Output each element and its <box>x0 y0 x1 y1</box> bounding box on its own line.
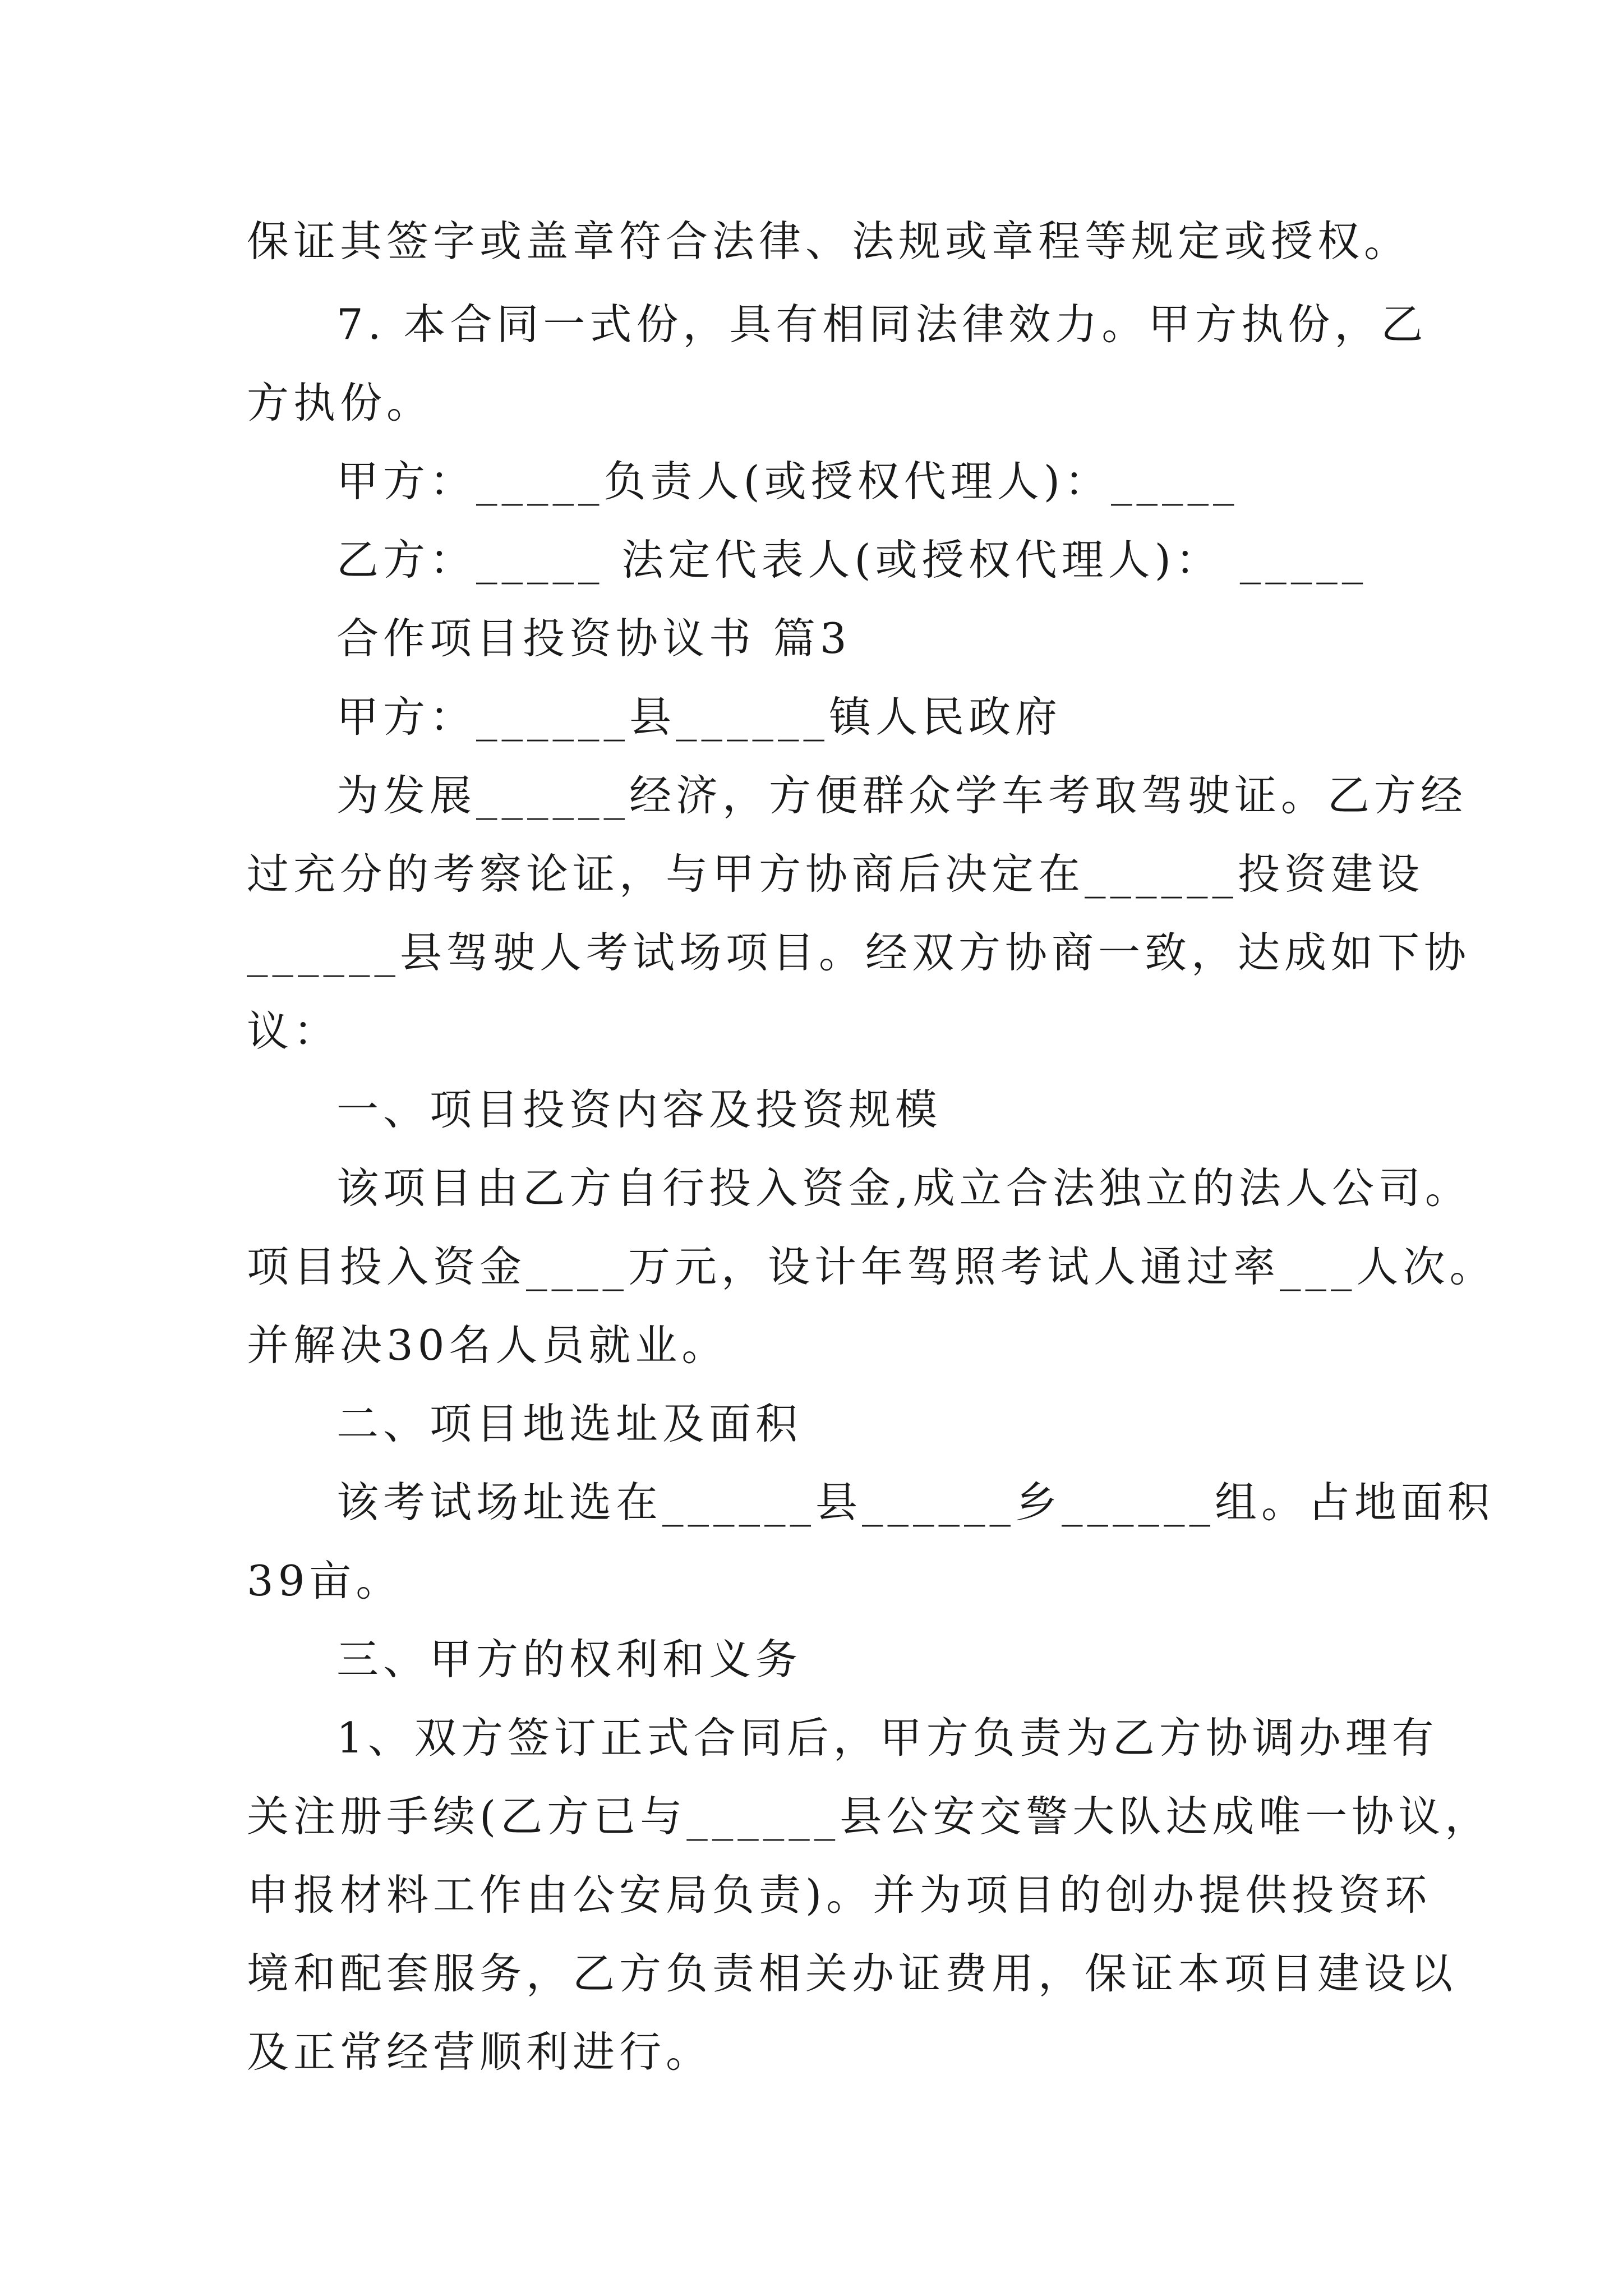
paragraph-line: 关注册手续(乙方已与______县公安交警大队达成唯一协议， <box>247 1792 1492 1841</box>
paragraph-line: 1、双方签订正式合同后，甲方负责为乙方协调办理有 <box>336 1713 1438 1763</box>
paragraph-line: 过充分的考察论证，与甲方协商后决定在______投资建设 <box>247 849 1424 899</box>
paragraph-line: 为发展______经济，方便群众学车考取驾驶证。乙方经 <box>336 771 1468 820</box>
section-title: 合作项目投资协议书 篇3 <box>336 614 851 663</box>
paragraph-line: 申报材料工作由公安局负责)。并为项目的创办提供投资环 <box>247 1870 1432 1920</box>
paragraph-line: ______县驾驶人考试场项目。经双方协商一致，达成如下协 <box>247 928 1471 977</box>
heading-item-2: 二、项目地选址及面积 <box>336 1399 803 1448</box>
paragraph-line: 该考试场址选在______县______乡______组。占地面积 <box>336 1478 1495 1527</box>
heading-item-1: 一、项目投资内容及投资规模 <box>336 1085 942 1134</box>
paragraph-line: 并解决30名人员就业。 <box>247 1320 728 1370</box>
paragraph-line: 保证其签字或盖章符合法律、法规或章程等规定或授权。 <box>247 217 1411 266</box>
party-a-line: 甲方：______县______镇人民政府 <box>336 692 1062 742</box>
paragraph-line: 7. 本合同一式份，具有相同法律效力。甲方执份，乙 <box>336 300 1428 349</box>
paragraph-line: 方执份。 <box>247 378 434 427</box>
paragraph-line: 项目投入资金____万元，设计年驾照考试人通过率___人次。 <box>247 1242 1496 1291</box>
paragraph-line: 境和配套服务，乙方负责相关办证费用，保证本项目建设以 <box>247 1949 1458 1998</box>
paragraph-line: 及正常经营顺利进行。 <box>247 2027 713 2077</box>
paragraph-line: 39亩。 <box>247 1556 403 1605</box>
heading-item-3: 三、甲方的权利和义务 <box>336 1635 803 1684</box>
signature-line-party-b: 乙方：_____ 法定代表人(或授权代理人)： _____ <box>336 535 1368 585</box>
paragraph-line: 议： <box>247 1006 340 1056</box>
signature-line-party-a: 甲方：_____负责人(或授权代理人)：_____ <box>336 457 1239 506</box>
paragraph-line: 该项目由乙方自行投入资金,成立合法独立的法人公司。 <box>336 1163 1472 1213</box>
